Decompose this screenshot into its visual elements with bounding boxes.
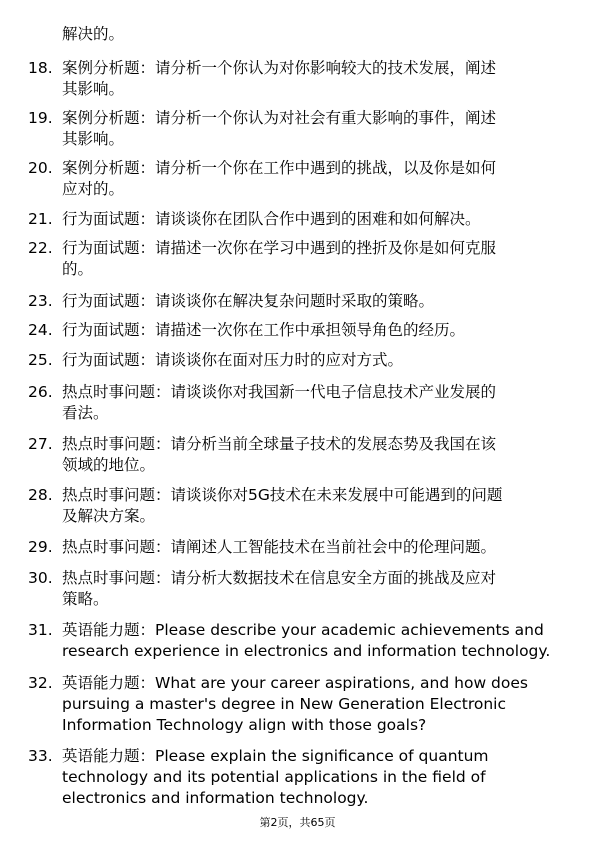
continuation-text: 解决的。	[62, 25, 125, 43]
question-number: 21.	[28, 210, 53, 228]
question-text	[62, 158, 562, 200]
question-line: 行为面试题：请谈谈你在解决复杂问题时采取的策略。	[62, 292, 435, 310]
question-text	[62, 746, 562, 809]
question-text	[62, 291, 562, 312]
question-line: 其影响。	[62, 130, 125, 148]
question-text	[62, 108, 562, 150]
question-number: 30.	[28, 569, 53, 587]
question-line: 行为面试题：请谈谈你在团队合作中遇到的困难和如何解决。	[62, 210, 481, 228]
question-line: 案例分析题：请分析一个你认为对你影响较大的技术发展，阐述	[62, 59, 497, 77]
question-text	[62, 434, 562, 476]
question-line: 其影响。	[62, 80, 125, 98]
question-text	[62, 382, 562, 424]
question-number: 24.	[28, 321, 53, 339]
question-line: 英语能力题：Please explain the significance of quantum	[62, 747, 489, 765]
question-line: 及解决方案。	[62, 507, 156, 525]
question-text	[62, 620, 562, 662]
question-line: 热点时事问题：请谈谈你对我国新一代电子信息技术产业发展的	[62, 383, 497, 401]
question-text	[62, 350, 562, 371]
question-number: 28.	[28, 486, 53, 504]
question-line: 策略。	[62, 590, 109, 608]
question-number: 25.	[28, 351, 53, 369]
question-number: 19.	[28, 109, 53, 127]
question-line: 行为面试题：请描述一次你在学习中遇到的挫折及你是如何克服	[62, 239, 497, 257]
question-line: pursuing a master's degree in New Generation Electronic	[62, 695, 507, 713]
question-number: 22.	[28, 239, 53, 257]
question-number: 33.	[28, 747, 53, 765]
question-line: 热点时事问题：请分析大数据技术在信息安全方面的挑战及应对	[62, 569, 497, 587]
question-number: 29.	[28, 538, 53, 556]
question-number: 23.	[28, 292, 53, 310]
question-text	[62, 58, 562, 100]
question-line: 应对的。	[62, 180, 125, 198]
question-number: 31.	[28, 621, 53, 639]
question-line: 英语能力题：Please describe your academic achievements and	[62, 621, 544, 639]
question-line: 热点时事问题：请阐述人工智能技术在当前社会中的伦理问题。	[62, 538, 497, 556]
question-number: 27.	[28, 435, 53, 453]
question-text	[62, 238, 562, 280]
question-text	[62, 673, 562, 736]
question-line: 案例分析题：请分析一个你认为对社会有重大影响的事件，阐述	[62, 109, 497, 127]
question-line: 案例分析题：请分析一个你在工作中遇到的挑战，以及你是如何	[62, 159, 497, 177]
question-line: Information Technology align with those goals?	[62, 716, 427, 734]
question-line: 热点时事问题：请谈谈你对5G技术在未来发展中可能遇到的问题	[62, 486, 503, 504]
question-line: 看法。	[62, 404, 109, 422]
question-text	[62, 209, 562, 230]
question-line: technology and its potential applications in the field of	[62, 768, 486, 786]
question-line: 行为面试题：请描述一次你在工作中承担领导角色的经历。	[62, 321, 466, 339]
question-line: 领域的地位。	[62, 456, 156, 474]
question-line: electronics and information technology.	[62, 789, 369, 807]
question-number: 20.	[28, 159, 53, 177]
question-text	[62, 320, 562, 341]
question-line: research experience in electronics and information technology.	[62, 642, 551, 660]
question-line: 热点时事问题：请分析当前全球量子技术的发展态势及我国在该	[62, 435, 497, 453]
question-line: 英语能力题：What are your career aspirations, and how does	[62, 674, 528, 692]
question-text	[62, 537, 562, 558]
question-line: 的。	[62, 260, 94, 278]
question-number: 32.	[28, 674, 53, 692]
question-line: 行为面试题：请谈谈你在面对压力时的应对方式。	[62, 351, 404, 369]
page-footer: 第2页，共65页	[259, 816, 336, 829]
question-number: 18.	[28, 59, 53, 77]
question-text	[62, 568, 562, 610]
question-text	[62, 485, 562, 527]
question-number: 26.	[28, 383, 53, 401]
